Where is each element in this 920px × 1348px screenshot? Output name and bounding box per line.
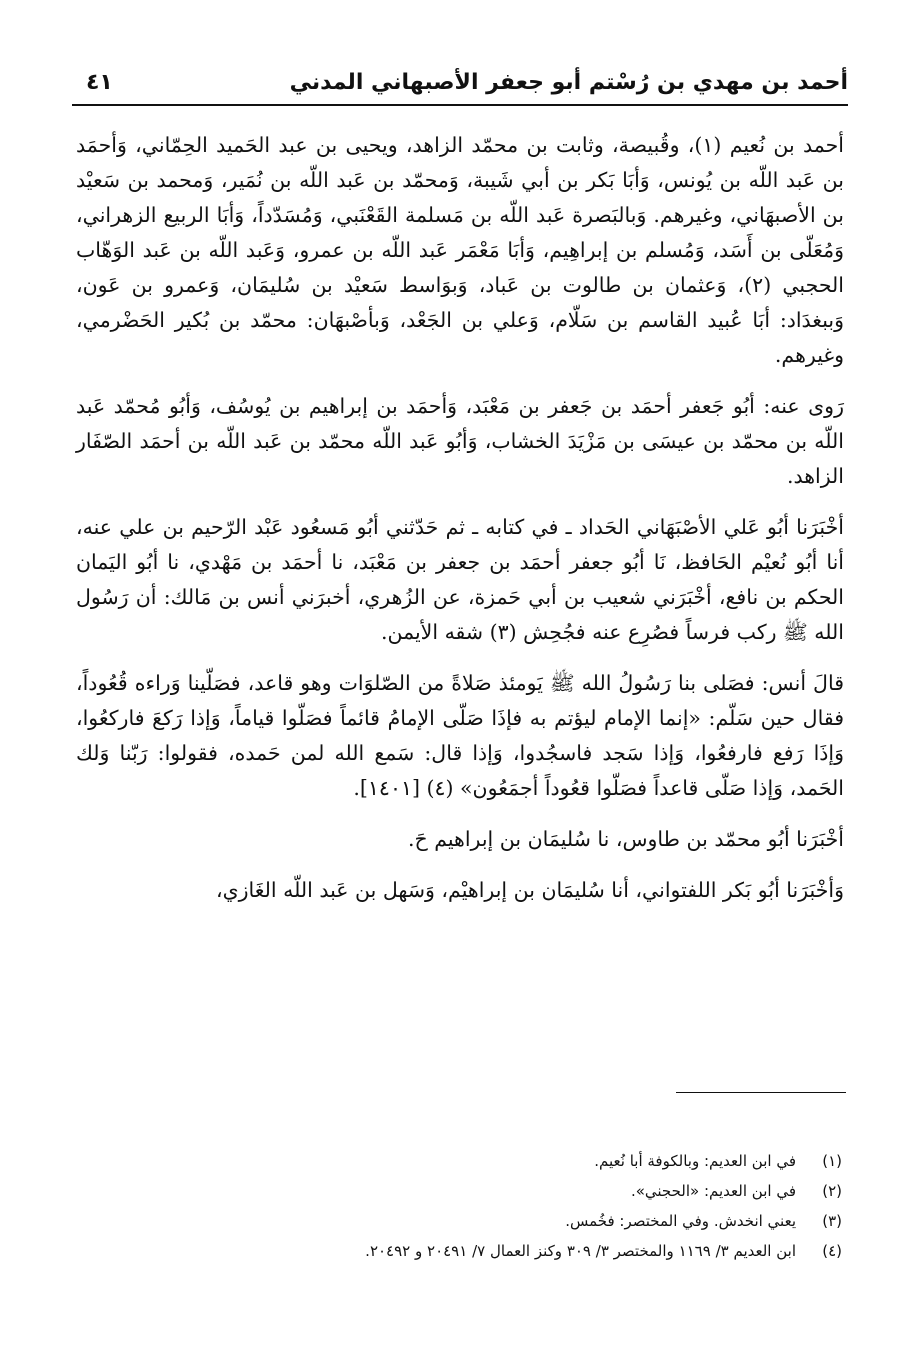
footnote-text: ابن العديم ٣/ ١١٦٩ والمختصر ٣/ ٣٠٩ وكنز العمال ٧/ ٢٠٤٩١ و ٢٠٤٩٢. <box>365 1242 796 1260</box>
footnote-text: يعني انخدش. وفي المختصر: فخُمس. <box>565 1212 796 1230</box>
footnote-number: (٢) <box>822 1182 842 1200</box>
main-text <box>76 128 844 924</box>
paragraph-isnad-lafatwani: وَأخْبَرَنا أبُو بَكر اللفتواني، أنا سُليمَان بن إبراهيْم، وَسَهل بن عَبد اللّه الغَازي، <box>215 878 844 902</box>
paragraph-isnad-tawus: أخْبَرَنا أبُو محمّد بن طاوس، نا سُليمَان بن إبراهيم حَ. <box>407 827 844 851</box>
footnote-item <box>80 1176 842 1206</box>
running-header <box>72 64 848 104</box>
header-title: أحمد بن مهدي بن رُسْتم أبو جعفر الأصبهاني المدني <box>289 70 848 95</box>
footnote-text: في ابن العديم: «الحجني». <box>630 1182 796 1200</box>
footnotes <box>80 1146 842 1266</box>
paragraph-isnad-hadith: أخْبَرَنا أبُو عَلي الأصْبَهَاني الحَداد ـ في كتابه ـ ثم حَدّثني أبُو مَسعُود عَبْد الرّحيم بن علي عنه، أنا أبُو نُعيْم الحَافظ، نَا أبُو جعفر أحمَد بن جعفر بن مَعْبَد، نا أحمَد بن مَهْدي، نا أبُو اليَمان الحكم بن نافع، أخْبَرَني شعيب بن أبي حَمزة، عن الزُهري، أخبرَني أنس بن مَالك: أن رَسُول الله ﷺ ركب فرساً فصُرِع عنه فجُحِش (٣) شقه الأيمن. <box>76 515 844 644</box>
paragraph-teachers: أحمد بن نُعيم (١)، وقُبيصة، وثابت بن محمّد الزاهد، ويحيى بن عبد الحَميد الحِمّاني، وَأحمَد بن عَبد اللّه بن يُونس، وَأبَا بَكر بن أبي شَيبة، وَمحمّد بن عَبد اللّه بن نُمَير، وَمحمد بن سَعيْد بن الأصبهَاني، وغيرهم. وَبالبَصرة عَبد اللّه بن مَسلمة القَعْنَبي، وَمُسَدّداً، وَأبَا الربيع الزهراني، وَمُعَلّى بن أَسَد، وَمُسلم بن إبراهِيم، وَأبَا مَعْمَر عَبد اللّه بن عمرو، وَعَبد اللّه بن عَبد الوَهّاب الحجبي (٢)، وَعثمان بن طالوت بن عَباد، وَبوَاسط سَعيْد بن سُليمَان، وَعمرو بن عَون، وَببغدَاد: أبَا عُبيد القاسم بن سَلّام، وَعلي بن الجَعْد، وَبأصْبهَان: محمّد بن بُكير الحَضْرمي، وغيرهم. <box>76 133 844 367</box>
footnote-number: (٣) <box>822 1212 842 1230</box>
footnote-number: (٤) <box>822 1242 842 1260</box>
footnote-item <box>80 1236 842 1266</box>
page-number: ٤١ <box>86 70 113 95</box>
footnote-text: في ابن العديم: وبالكوفة أبا نُعيم. <box>594 1152 796 1170</box>
paragraph-hadith-prayer: قالَ أنس: فصَلى بنا رَسُولُ الله ﷺ يَومئذ صَلاةً من الصّلوَات وهو قاعد، فصَلّينا وَراءه قُعُوداً، فقال حين سَلّم: «إنما الإمام ليؤتم به فإذَا صَلّى الإمامُ قائماً فصَلّوا قياماً، وَإذا رَكعَ فاركعُوا، وَإذَا رَفع فارفعُوا، وَإذا سَجد فاسجُدوا، وَإذا قال: سَمع الله لمن حَمده، فقولوا: رَبّنا وَلك الحَمد، وَإذا صَلّى قاعداً فصَلّوا قعُوداً أجمَعُون» (٤) [١٤٠١]. <box>76 671 844 800</box>
header-rule <box>72 104 848 106</box>
footnote-separator <box>676 1092 846 1093</box>
footnote-item <box>80 1206 842 1236</box>
paragraph-narrators: رَوى عنه: أبُو جَعفر أحمَد بن جَعفر بن مَعْبَد، وَأحمَد بن إبراهيم بن يُوسُف، وَأبُو مُحمّد عَبد اللّه بن محمّد بن عيسَى بن مَزْيَدَ الخشاب، وَأبُو عَبد اللّه محمّد بن عَبد اللّه بن أحمَد الصّفَار الزاهد. <box>76 394 844 488</box>
footnote-item <box>80 1146 842 1176</box>
footnote-number: (١) <box>822 1152 842 1170</box>
